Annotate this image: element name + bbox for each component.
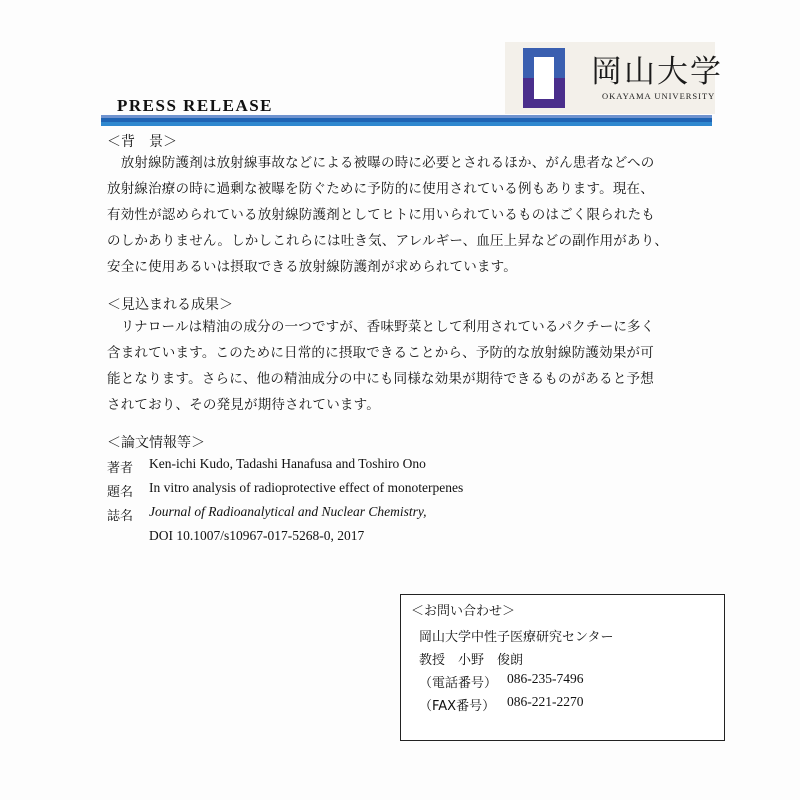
logo-kanji: 岡山大学 — [591, 54, 723, 90]
paper-authors: Ken-ichi Kudo, Tadashi Hanafusa and Toshiro Ono — [149, 456, 426, 471]
paper-heading: ＜論文情報等＞ — [107, 435, 205, 451]
header-band-bottom — [101, 122, 712, 126]
background-line: 安全に使用あるいは摂取できる放射線防護剤が求められています。 — [107, 259, 517, 275]
fax-number: 086-221-2270 — [507, 694, 584, 709]
contact-box — [400, 594, 725, 741]
title-label: 題名 — [107, 485, 134, 500]
background-line: 放射線防護剤は放射線事故などによる被曝の時に必要とされるほか、がん患者などへの — [107, 155, 655, 171]
phone-label: （電話番号） — [419, 676, 498, 691]
paper-title: In vitro analysis of radioprotective effect of monoterpenes — [149, 480, 464, 495]
contact-organization: 岡山大学中性子医療研究センター — [419, 630, 614, 645]
author-label: 著者 — [107, 461, 134, 476]
results-line: 含まれています。このために日常的に摂取できることから、予防的な放射線防護効果が可 — [107, 345, 654, 361]
results-line: されており、その発見が期待されています。 — [107, 397, 380, 413]
paper-journal: Journal of Radioanalytical and Nuclear Chemistry, — [149, 504, 427, 519]
background-heading: ＜背 景＞ — [107, 134, 177, 150]
journal-label: 誌名 — [107, 509, 134, 524]
phone-number: 086-235-7496 — [507, 671, 584, 686]
background-line: のしかありません。しかしこれらには吐き気、アレルギー、血圧上昇などの副作用があり、 — [107, 233, 669, 249]
contact-heading: ＜お問い合わせ＞ — [411, 604, 516, 619]
results-line: リナロールは精油の成分の一つですが、香味野菜として利用されているパクチーに多く — [107, 319, 655, 335]
fax-label: （FAX番号） — [419, 699, 496, 714]
contact-person: 教授 小野 俊朗 — [419, 653, 524, 668]
press-release-label: PRESS RELEASE — [117, 96, 274, 115]
university-logo — [505, 42, 723, 114]
paper-doi: DOI 10.1007/s10967-017-5268-0, 2017 — [149, 528, 365, 543]
results-line: 能となります。さらに、他の精油成分の中にも同様な効果が期待できるものがあると予想 — [107, 371, 654, 387]
results-heading: ＜見込まれる成果＞ — [107, 297, 233, 313]
okayama-university-emblem-icon — [523, 48, 565, 108]
background-line: 有効性が認められている放射線防護剤としてヒトに用いられているものはごく限られたも — [107, 207, 655, 223]
logo-english: OKAYAMA UNIVERSITY — [602, 91, 716, 101]
background-line: 放射線治療の時に過剰な被曝を防ぐために予防的に使用されている例もあります。現在、 — [107, 181, 654, 197]
